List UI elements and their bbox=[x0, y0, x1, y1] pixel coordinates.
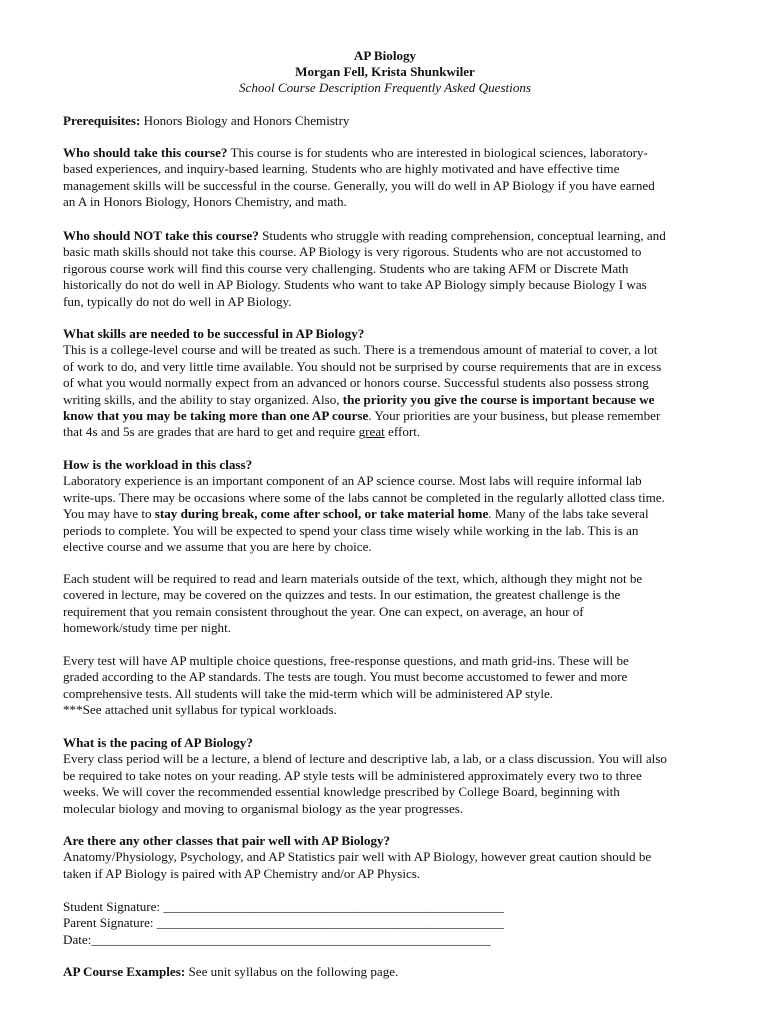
paragraph-line: of work to do, and very little time available. You should not be surprised by course requirements that are in excess bbox=[63, 358, 662, 374]
paragraph-line: based experiences, and inquiry-based learning. Students who are highly motivated and have effective time bbox=[63, 161, 620, 177]
paragraph-line: This course is for students who are interested in biological sciences, laboratory- bbox=[227, 145, 648, 160]
paragraph-line: You may have to bbox=[63, 506, 155, 522]
skills-section bbox=[63, 326, 713, 441]
paragraph-line: This is a college-level course and will be treated as such. There is a tremendous amount of material to cover, a lot bbox=[63, 342, 658, 358]
examples-text: See unit syllabus on the following page. bbox=[185, 964, 399, 979]
workload-section bbox=[63, 457, 713, 555]
paragraph-line: taken if AP Biology is paired with AP Chemistry and/or AP Physics. bbox=[63, 865, 421, 881]
prereq-text: Honors Biology and Honors Chemistry bbox=[140, 113, 350, 128]
workload-question: How is the workload in this class? bbox=[63, 457, 253, 472]
doc-title: AP Biology bbox=[353, 48, 417, 63]
paragraph-line: effort. bbox=[384, 424, 421, 440]
paragraph-line: rigorous course work will find this course very challenging. Students who are taking AFM or Discrete Math bbox=[63, 260, 629, 276]
student-signature-line[interactable]: Student Signature: ____________________________________________________ bbox=[63, 899, 504, 914]
underlined-text: great bbox=[358, 424, 385, 440]
pacing-section bbox=[63, 735, 713, 817]
paragraph-line: requirement that you remain consistent throughout the year. One can expect, on average, an hour of bbox=[63, 603, 584, 619]
prereq-label: Prerequisites: bbox=[63, 113, 141, 128]
emphasis-text: stay during break, come after school, or take material home bbox=[154, 506, 489, 522]
paragraph-line: weeks. We will cover the recommended essential knowledge prescribed by College Board, beginning with bbox=[63, 784, 620, 800]
paragraph-line: molecular biology and moving to organismal biology as the year progresses. bbox=[63, 800, 464, 816]
parent-signature-line[interactable]: Parent Signature: _____________________________________________________ bbox=[63, 915, 504, 931]
paragraph-line: write-ups. There may be occasions where some of the labs cannot be completed in the regularly allotted class time. bbox=[63, 489, 665, 505]
emphasis-text: the priority you give the course is important because we bbox=[342, 391, 655, 407]
paragraph-line: Students who struggle with reading comprehension, conceptual learning, and bbox=[258, 228, 666, 243]
who-not-question: Who should NOT take this course? bbox=[63, 228, 259, 243]
paragraph-line: homework/study time per night. bbox=[63, 620, 232, 636]
paragraph-line: graded according to the AP standards. The tests are tough. You must become accustomed to fewer and more bbox=[63, 669, 628, 685]
pacing-question: What is the pacing of AP Biology? bbox=[63, 735, 253, 750]
course-examples-section bbox=[63, 964, 713, 980]
date-line[interactable]: Date:_____________________________________________________________ bbox=[63, 931, 491, 947]
paragraph-line: be required to take notes on your reading. AP style tests will be administered approximately every two to three bbox=[63, 767, 642, 783]
who-should-question: Who should take this course? bbox=[63, 145, 228, 160]
paragraph-line: that 4s and 5s are grades that are hard to get and require bbox=[63, 424, 359, 440]
prerequisites-section bbox=[63, 113, 713, 129]
signature-block bbox=[63, 899, 713, 948]
pairing-section bbox=[63, 833, 713, 882]
tests-paragraph bbox=[63, 653, 713, 719]
paragraph-line: covered in lecture, may be covered on the quizzes and tests. In our estimation, the greatest challenge is the bbox=[63, 587, 621, 603]
paragraph-line: historically do not do well in AP Biology. Students who want to take AP Biology simply because Biology I was bbox=[63, 277, 647, 293]
paragraph-line: periods to complete. You will be expected to spend your class time wisely while working in the lab. This is an bbox=[63, 522, 639, 538]
skills-question: What skills are needed to be successful in AP Biology? bbox=[63, 326, 365, 341]
doc-authors: Morgan Fell, Krista Shunkwiler bbox=[295, 64, 475, 79]
paragraph-line: elective course and we assume that you are here by choice. bbox=[63, 539, 372, 555]
paragraph-line: an A in Honors Biology, Honors Chemistry, and math. bbox=[63, 194, 347, 210]
paragraph-line: Laboratory experience is an important component of an AP science course. Most labs will require informal lab bbox=[63, 473, 642, 489]
paragraph-line: comprehensive tests. All students will take the mid-term which will be administered AP style. bbox=[63, 685, 554, 701]
paragraph-line: writing skills, and the ability to stay organized. Also, bbox=[63, 391, 343, 407]
paragraph-line: . Your priorities are your business, but please remember bbox=[368, 408, 661, 424]
who-not-section bbox=[63, 228, 713, 310]
paragraph-line: basic math skills should not take this course. AP Biology is very rigorous. Students who are not accustomed to bbox=[63, 244, 642, 260]
paragraph-line: of what you would normally expect from an advanced or honors course. Successful students also possess strong bbox=[63, 375, 649, 391]
doc-subtitle: School Course Description Frequently Asked Questions bbox=[238, 80, 532, 95]
paragraph-line: fun, typically do not do well in AP Biology. bbox=[63, 293, 292, 309]
emphasis-text: know that you may be taking more than one AP course bbox=[63, 408, 369, 424]
paragraph-line: Each student will be required to read and learn materials outside of the text, which, although they might not be bbox=[63, 571, 643, 586]
paragraph-line: Anatomy/Physiology, Psychology, and AP Statistics pair well with AP Biology, however great caution should be bbox=[63, 849, 652, 865]
paragraph-line: Every test will have AP multiple choice questions, free-response questions, and math grid-ins. These will be bbox=[63, 653, 629, 668]
pairing-question: Are there any other classes that pair well with AP Biology? bbox=[63, 833, 391, 848]
paragraph-line: . Many of the labs take several bbox=[488, 506, 649, 522]
reading-paragraph bbox=[63, 571, 713, 637]
paragraph-line: ***See attached unit syllabus for typical workloads. bbox=[63, 702, 337, 718]
who-should-section bbox=[63, 145, 713, 211]
paragraph-line: Every class period will be a lecture, a blend of lecture and descriptive lab, a lab, or a class discussion. You will also bbox=[63, 751, 667, 767]
paragraph-line: management skills will be successful in the course. Generally, you will do well in AP Biology if you have earned bbox=[63, 177, 655, 193]
examples-label: AP Course Examples: bbox=[63, 964, 186, 979]
